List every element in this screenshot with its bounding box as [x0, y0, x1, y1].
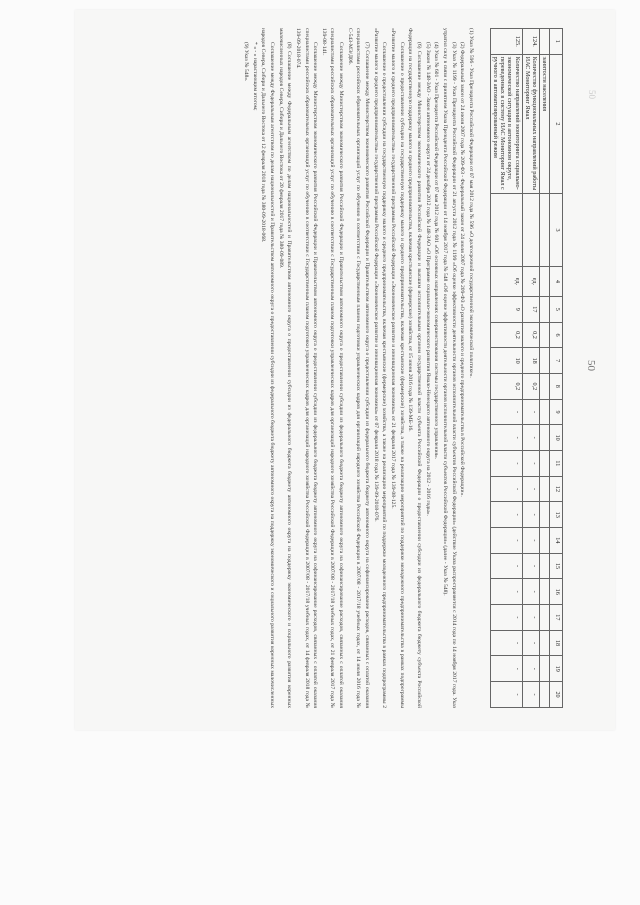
value-cell: -: [491, 425, 523, 451]
column-header: 15: [550, 553, 563, 579]
value-cell: -: [491, 476, 523, 502]
column-header: 7: [550, 348, 563, 374]
value-cell: -: [522, 399, 539, 425]
value-cell: 0,2: [522, 374, 539, 400]
unit-cell: ед.: [491, 266, 523, 296]
value-cell: -: [491, 528, 523, 554]
value-cell: -: [491, 502, 523, 528]
row-number: 124.: [522, 29, 539, 55]
footnote: Соглашение между Федеральным агентством по делам национальностей и Правительством автономного округа о предоставлении субсидии из федерального бюджета бюджету автономного округа на поддержку экономического и социального развития коренных малочисленных народов Севера, Сибири и Дальнего Востока от 12 февраля 2018 года № 380-09-2018-068.: [260, 28, 275, 708]
footnote: Соглашение о предоставлении субсидии на государственную поддержку малого и среднего предпринимательства, включая крестьянские (фермерские) хозяйства, а также на реализацию мероприятий по поддержке молодежного предпринимательства в рамках подпрограммы «Развитие малого и среднего предпринимательства» государственной программы Российской Федерации «Экономическое развитие и инновационная экономика» от 21 февраля 2017 года № 139-08-125.: [390, 28, 405, 708]
column-header: 20: [550, 682, 563, 708]
table-cell: [539, 553, 549, 579]
column-header: 12: [550, 476, 563, 502]
page-number-ghost: 50: [587, 90, 597, 99]
table-cell: [539, 399, 549, 425]
column-header: 3: [550, 194, 563, 267]
rotated-landscape-page: [75, 10, 615, 730]
footnote: * « - » нарастающим итогом;: [251, 42, 258, 111]
table-cell: [539, 348, 549, 374]
column-header: 11: [550, 451, 563, 477]
value-cell: -: [522, 425, 539, 451]
value-cell: -: [522, 630, 539, 656]
value-cell: 18: [522, 348, 539, 374]
footnote: (2) Федеральный закон от 24 июля 2007 года № 209-ФЗ - Федеральный закон от 24 июля 2007 года № 209-ФЗ «О развитии малого и среднего предпринимательства в Российской Федерации».: [459, 42, 466, 497]
value-cell: -: [491, 399, 523, 425]
footnote: (6) Соглашение между Министерством экономического развития Российской Федерации и высшим исполнительным органом государственной власти субъекта Российской Федерации о предоставлении субсидии из федерального бюджета бюджету субъекта Российской Федерации на государственную поддержку малого и среднего предпринимательства, включая крестьянские (фермерские) хозяйства, от 15 июня 2016 года № 139-МБ-16.: [407, 28, 423, 708]
table-header-row: [550, 29, 563, 708]
table-cell: [539, 682, 549, 708]
column-header: 19: [550, 656, 563, 682]
column-header: 8: [550, 374, 563, 400]
indicators-table: [490, 28, 563, 708]
table-cell: [539, 374, 549, 400]
row-number: 125.: [491, 29, 523, 55]
unit-cell: ед.: [522, 266, 539, 296]
column-header: 13: [550, 502, 563, 528]
value-cell: -: [522, 502, 539, 528]
table-subheader-row: [539, 29, 549, 708]
indicator-name: Количество функциональных направлений работы ИАС Мониторинг Ямал: [522, 54, 539, 194]
value-cell: -: [522, 476, 539, 502]
value-cell: 10: [491, 348, 523, 374]
footnote: Соглашение о предоставлении субсидии на государственную поддержку малого и среднего предпринимательства, включая крестьянские (фермерские) хозяйства, а также на реализацию мероприятий по поддержке молодежного предпринимательства в рамках подпрограммы 2 «Развитие малого и среднего предпринимательства» государственной программы Российской Федерации «Экономическое развитие и инновационная экономика» от 07 февраля 2018 года № 139-09-2018-076.: [372, 28, 388, 708]
value-cell: -: [522, 579, 539, 605]
column-header: 16: [550, 579, 563, 605]
indicator-name: Количество направлений мониторинга социально-экономической ситуации в автономном округе, переведенных в систему ИАС Мониторинг Ямал с ручного в автоматизированный режим: [491, 54, 523, 194]
table-cell: [539, 656, 549, 682]
column-header: 9: [550, 399, 563, 425]
table-cell: [539, 528, 549, 554]
value-cell: -: [522, 605, 539, 631]
footnotes: [241, 28, 475, 708]
table-cell: [539, 322, 549, 348]
table-cell: [539, 605, 549, 631]
footnote: (8) Соглашение между Федеральным агентством по делам национальностей и Правительством автономного округа о предоставлении субсидии из федерального бюджета бюджету автономного округа на поддержку экономического и социального развития коренных малочисленных народов Севера, Сибири и Дальнего Востока от 20 февраля 2017 года № 380-09-089.: [277, 28, 293, 708]
footnote: (5) Закон № 148-ЗАО - Закон автономного округа от 24 декабря 2012 года № 148-ЗАО «О Программе социально-экономического развития Ямало-Ненецкого автономного округа на 2012 - 2016 годы».: [424, 42, 431, 516]
table-row: [491, 29, 523, 708]
column-header: 18: [550, 630, 563, 656]
value-cell: 17: [522, 296, 539, 322]
column-header: 10: [550, 425, 563, 451]
footnote: (9) Указ № 548».: [242, 42, 249, 82]
table-cell: [539, 296, 549, 322]
value-cell: -: [491, 579, 523, 605]
value-cell: -: [522, 553, 539, 579]
table-cell: [539, 425, 549, 451]
table-cell: [539, 476, 549, 502]
value-cell: -: [491, 451, 523, 477]
subheader-text: занятости населения: [539, 54, 549, 194]
value-cell: -: [522, 528, 539, 554]
table-cell: [539, 266, 549, 296]
column-header: 2: [550, 54, 563, 194]
value-cell: -: [491, 630, 523, 656]
value-cell: 9: [491, 296, 523, 322]
table-cell: [539, 194, 549, 267]
table-cell: [539, 630, 549, 656]
value-cell: -: [522, 682, 539, 708]
value-cell: -: [491, 656, 523, 682]
table-cell: [539, 579, 549, 605]
footnote: Соглашение между Министерством экономического развития Российской Федерации и Правительством автономного округа о предоставлении субсидии из федерального бюджета бюджету автономного округа на софинансирование расходов, связанных с оплатой оказания специалистами российских образовательных организаций услуг по обучению в соответствии с Государственным планом подготовки управленческих кадров для организаций народного хозяйства Российской Федерации в 2007/08 - 2017/18 учебных годах, от 21 февраля 2017 года № 139-08-141.: [320, 28, 345, 708]
column-header: 1: [550, 29, 563, 55]
table-row: [522, 29, 539, 708]
value-cell: -: [491, 553, 523, 579]
column-header: 17: [550, 605, 563, 631]
page-number: 50: [585, 360, 597, 371]
subheader-cell: [539, 29, 549, 55]
value-cell: 0,2: [522, 322, 539, 348]
table-cell: [491, 194, 523, 267]
footnote: Соглашение между Министерством экономического развития Российской Федерации и Правительством автономного округа о предоставлении субсидии из федерального бюджета бюджету автономного округа на софинансирование расходов, связанных с оплатой оказания специалистами российских образовательных организаций услуг по обучению в соответствии с Государственным планом подготовки управленческих кадров для организаций народного хозяйства Российской Федерации в 2007/08 - 2017/18 учебных годах, от 14 февраля 2018 года № 139-09-2018-074.: [294, 28, 319, 708]
column-header: 4: [550, 266, 563, 296]
footnote: (4) Указ № 601 - Указ Президента Российской Федерации от 07 мая 2012 года № 601 «Об основных направлениях совершенствования системы государственного управления».: [433, 42, 440, 460]
table-cell: [539, 451, 549, 477]
footnote: (7) Соглашение между Министерством экономического развития Российской Федерации и Правительством автономного округа о предоставлении субсидии из федерального бюджета бюджету автономного округа на софинансирование расходов, связанных с оплатой оказания специалистами российских образовательных организаций услуг по обучению в соответствии с Государственным планом подготовки управленческих кадров для организаций народного хозяйства Российской Федерации в 2007/08 - 2017/18 учебных годах, от 14 июля 2016 года № С-543-МЭ/Д06.: [346, 28, 371, 708]
value-cell: -: [491, 605, 523, 631]
value-cell: -: [522, 451, 539, 477]
value-cell: -: [491, 682, 523, 708]
column-header: 5: [550, 296, 563, 322]
page-content: [75, 10, 615, 730]
table-cell: [522, 194, 539, 267]
column-header: 6: [550, 322, 563, 348]
footnote: (3) Указ № 1199 - Указ Президента Российской Федерации от 21 августа 2012 года № 1199 «Об оценке эффективности деятельности органов исполнительной власти субъектов Российской Федерации» (действие Указа распространяется с 2014 года по 14 ноября 2017 года. Указ утратил силу в связи с принятием Указа Президента Российской Федерации от 14 ноября 2017 года № 548 «Об оценке эффективности деятельности органов исполнительной власти субъектов Российской Федерации» (далее - Указ № 548).: [442, 28, 457, 708]
column-header: 14: [550, 528, 563, 554]
table-cell: [539, 502, 549, 528]
footnote: (1) Указ № 596 - Указ Президента Российской Федерации от 07 мая 2012 года № 596 «О долгосрочной государственной экономической политике».: [468, 28, 474, 378]
value-cell: 0,2: [491, 374, 523, 400]
value-cell: -: [522, 656, 539, 682]
value-cell: 0,2: [491, 322, 523, 348]
